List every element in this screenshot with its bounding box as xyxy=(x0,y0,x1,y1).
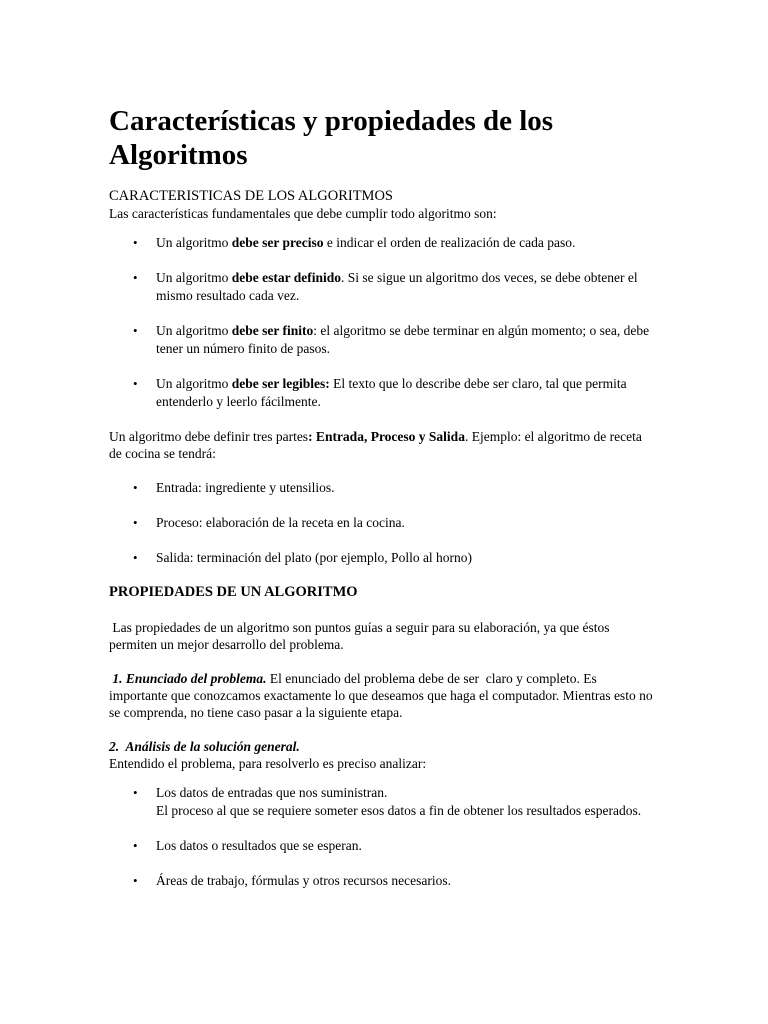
list-item: • Entrada: ingrediente y utensilios. xyxy=(133,480,335,495)
three-parts-paragraph: Un algoritmo debe definir tres partes: Entrada, Proceso y Salida. Ejemplo: el algoritmo de receta de cocina se tendrá: xyxy=(109,429,642,461)
bullet-icon: • xyxy=(133,550,138,565)
section-heading-caracteristicas: CARACTERISTICAS DE LOS ALGORITMOS xyxy=(109,188,393,204)
list-item: • Los datos de entradas que nos suministran. El proceso al que se requiere someter esos datos a fin de obtener los resultados esperados. xyxy=(133,785,642,818)
bullet-icon: • xyxy=(133,235,138,250)
bullet-icon: • xyxy=(133,270,138,285)
bullet-icon: • xyxy=(133,480,138,495)
list-item: • Los datos o resultados que se esperan. xyxy=(133,838,362,853)
document-title: Características y propiedades de los Algoritmos xyxy=(109,105,554,171)
property-item-2-text: Entendido el problema, para resolverlo es preciso analizar: xyxy=(109,756,427,771)
bullet-icon: • xyxy=(133,515,138,530)
list-item: • Un algoritmo debe ser finito: el algoritmo se debe terminar en algún momento; o sea, debe tener un número finito de pasos. xyxy=(133,323,650,356)
list-item: • Un algoritmo debe ser preciso e indicar el orden de realización de cada paso. xyxy=(133,235,576,250)
document-page xyxy=(109,104,654,890)
list-item: • Proceso: elaboración de la receta en la cocina. xyxy=(133,515,405,530)
bullet-icon: • xyxy=(133,873,138,888)
section-intro-caracteristicas: Las características fundamentales que debe cumplir todo algoritmo son: xyxy=(109,206,497,221)
list-item: • Un algoritmo debe estar definido. Si se sigue un algoritmo dos veces, se debe obtener el mismo resultado cada vez. xyxy=(133,270,638,303)
bullet-icon: • xyxy=(133,838,138,853)
bullet-icon: • xyxy=(133,785,138,800)
list-item: • Un algoritmo debe ser legibles: El texto que lo describe debe ser claro, tal que permita entenderlo y leerlo fácilmente. xyxy=(133,376,627,409)
bullet-icon: • xyxy=(133,323,138,338)
analysis-list xyxy=(109,784,654,890)
bullet-icon: • xyxy=(133,376,138,391)
list-item: • Salida: terminación del plato (por ejemplo, Pollo al horno) xyxy=(133,550,473,565)
list-item: • Áreas de trabajo, fórmulas y otros recursos necesarios. xyxy=(133,873,452,888)
characteristics-list xyxy=(109,234,654,411)
section-heading-propiedades: PROPIEDADES DE UN ALGORITMO xyxy=(109,584,358,600)
property-item-1: 1. Enunciado del problema. El enunciado del problema debe de ser claro y completo. Es importante que conozcamos exactamente lo que deseamos que haga el computador. Mientras esto no se comprenda, no tiene caso pasar a la siguiente etapa. xyxy=(109,671,656,720)
parts-list xyxy=(109,479,654,567)
section-intro-propiedades: Las propiedades de un algoritmo son puntos guías a seguir para su elaboración, ya que éstos permiten un mejor desarrollo del problema. xyxy=(109,620,613,652)
property-item-2-label: 2. Análisis de la solución general. xyxy=(109,739,300,754)
